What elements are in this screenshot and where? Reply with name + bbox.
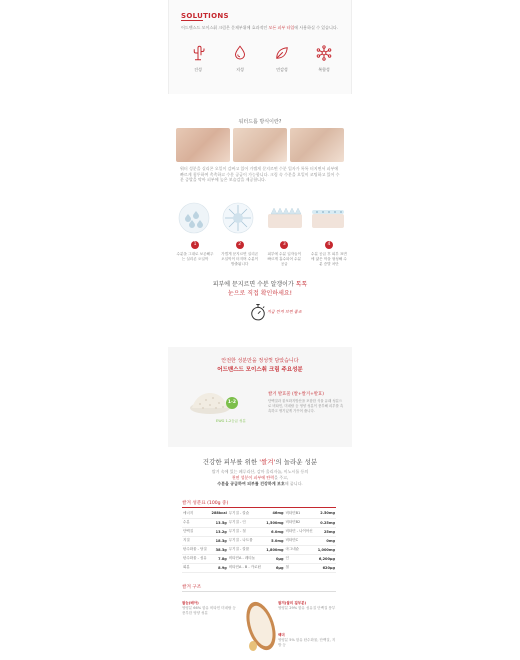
- ingredient-subtitle: 안전한 성분만을 정성껏 담았습니다: [221, 358, 299, 364]
- nutrient-value: 0mg: [316, 536, 337, 545]
- skin-type-dry: [181, 44, 215, 73]
- step-text: 피부에 수분 입자들이 빠르게 흡수되어 수분 공급: [267, 252, 302, 266]
- nutrient-name: 인: [284, 554, 315, 563]
- rice-grain-diagram: [245, 599, 277, 653]
- nutrient-name: 비타민C: [284, 536, 315, 545]
- nutrient-value: 18.3g: [209, 536, 227, 545]
- nutrition-row: [182, 509, 336, 518]
- skin-type-icons: [181, 44, 341, 73]
- nutrition-divider: [182, 507, 336, 508]
- solutions-desc-highlight: 모든 피부 타입: [268, 25, 295, 30]
- skin-type-oily: [223, 44, 257, 73]
- nutrient-name: 무기질 - 칼슘: [228, 509, 264, 518]
- white-rice-head: 백미: [278, 633, 285, 637]
- desc-part: 을 주고,: [274, 475, 289, 480]
- label-germ: [182, 601, 240, 616]
- water-drop-section: [168, 118, 352, 330]
- rice-bran-title: [168, 457, 352, 466]
- nutrient-name: 무기질 - 칼륨: [228, 545, 264, 554]
- rice-bran-description: [182, 469, 338, 487]
- ewg-grade-caption: EWG 1-2등급 성분: [216, 419, 246, 423]
- step-number: 1: [191, 241, 199, 249]
- nutrient-name: 회분: [182, 563, 209, 572]
- nutrient-value: 1,500mg: [264, 518, 284, 527]
- ingredient-description: 단백질과 불포화지방산을 포함한 식물 유래 성분으로 비타민, 미네랄 등 영양 성분이 풍부해 피부를 촉촉하고 생기있게 가꾸어 줍니다.: [268, 399, 344, 413]
- nutrition-table: [182, 509, 336, 573]
- nutrient-name: 비타민B2: [284, 518, 315, 527]
- nutrient-name: 마그네슘: [284, 545, 315, 554]
- nutrient-value: 8.9g: [209, 563, 227, 572]
- bran-head: 쌀겨(쌀의 겉부분): [278, 601, 307, 605]
- nutrient-value: 38.3g: [209, 545, 227, 554]
- solutions-section: [168, 0, 352, 94]
- solutions-desc-part: 에 사용하실 수 있습니다.: [294, 25, 338, 30]
- label-bran: [278, 601, 338, 611]
- nutrient-name: 무기질 - 철: [228, 527, 264, 536]
- nutrient-value: 13.2g: [209, 527, 227, 536]
- nutrient-value: 7.8g: [209, 554, 227, 563]
- nutrient-name: 무기질 - 인: [228, 518, 264, 527]
- title-underline: [181, 20, 203, 21]
- water-drop-title: 워터드롭 방식이란?: [238, 119, 282, 125]
- nutrient-value: 6.0mg: [264, 527, 284, 536]
- nutrient-name: 비타민B1: [284, 509, 315, 518]
- anatomy-title: 쌀겨 구조: [182, 585, 202, 590]
- nutrition-row: [182, 545, 336, 554]
- step-number: 3: [280, 241, 288, 249]
- skin-type-sensitive: [265, 44, 299, 73]
- step-item: [176, 241, 214, 267]
- bran-body: 영양분 29% 함유 섬유질 단백질 풍부: [278, 606, 336, 610]
- skin-photo: [176, 128, 230, 162]
- water-drop-illustration: [174, 200, 346, 236]
- step-number: 4: [325, 241, 333, 249]
- tagline-part: 피부에 문지르면 수분 알갱이가: [212, 281, 296, 288]
- solutions-title: SOLUTIONS: [181, 12, 229, 20]
- nutrient-value: 6,200μg: [316, 554, 337, 563]
- ingredient-section: [168, 347, 352, 660]
- skin-type-combination: [307, 44, 341, 73]
- skin-type-label: 복합성: [318, 67, 330, 72]
- tagline-highlight: 톡톡: [295, 281, 308, 288]
- nutrient-value: 1,000mg: [316, 545, 337, 554]
- title-part: 건강한 피부를 위한: [202, 458, 260, 466]
- ewg-grade-badge: 1-2: [226, 397, 238, 409]
- skin-type-label: 건성: [194, 67, 202, 72]
- nutrient-value: 288kcal: [209, 509, 227, 518]
- drop-icon: [231, 44, 249, 62]
- script-text: 지금 만져 보면 좋죠: [267, 309, 302, 314]
- step-text: 가볍게 문지르면 실리콘 오일막이 터지며 수분이 방출됩니다: [221, 252, 259, 266]
- nutrient-value: 0.25mg: [316, 518, 337, 527]
- step-item: [265, 241, 303, 267]
- solutions-description: [181, 25, 341, 31]
- step-item: [221, 241, 259, 267]
- nutrient-value: 46mg: [264, 509, 284, 518]
- solutions-desc-part: 어드밴스드 모이스춰 크림은 문제부위에 효과적인: [181, 25, 269, 30]
- desc-highlight: 천연 성분이 피부에 탄력: [231, 475, 275, 480]
- nutrient-name: 지질: [182, 536, 209, 545]
- molecule-icon: [315, 44, 333, 62]
- nutrient-value: 5.0mg: [264, 536, 284, 545]
- label-white-rice: [278, 633, 338, 648]
- anatomy-divider: [182, 591, 336, 592]
- nutrition-row: [182, 527, 336, 536]
- water-drop-steps: [176, 241, 348, 267]
- step-text: 수분을 그대로 보존해주는 실리콘 오일막: [176, 252, 214, 261]
- skin-type-label: 지성: [236, 67, 244, 72]
- nutrient-value: 1,800mg: [264, 545, 284, 554]
- nutrient-value: 0μg: [264, 554, 284, 563]
- title-highlight: '쌀겨': [259, 458, 276, 466]
- cactus-icon: [189, 44, 207, 62]
- germ-head: 쌀눈(배아): [182, 601, 199, 605]
- skin-photo: [290, 128, 344, 162]
- nutrient-name: 수분: [182, 518, 209, 527]
- nutrient-value: 25mg: [316, 527, 337, 536]
- nutrient-name: 탄수화물 - 섬유: [182, 554, 209, 563]
- step-number: 2: [236, 241, 244, 249]
- nutrient-value: 2.50mg: [316, 509, 337, 518]
- step-text: 수분 공급 후 피부 표면에 얇은 막을 형성해 수분 증발 차단: [311, 252, 347, 266]
- nutrient-name: 탄수화물 - 당질: [182, 545, 209, 554]
- desc-bold: 수분을 공급하여 피부를 건강하게 보호: [217, 481, 285, 486]
- nutrient-value: 6μg: [264, 563, 284, 572]
- nutrient-value: 13.5g: [209, 518, 227, 527]
- nutrient-name: 철: [284, 563, 315, 572]
- nutrient-name: 에너지: [182, 509, 209, 518]
- nutrient-name: 비타민 - 나이아신: [284, 527, 315, 536]
- germ-body: 영양분 66% 함유 비타민 미네랄 등 풍부한 영양 성분: [182, 606, 236, 615]
- nutrient-name: 비타민A - 레티놀: [228, 554, 264, 563]
- white-rice-body: 영양분 5% 함유 탄수화물, 단백질, 지방 등: [278, 638, 336, 647]
- tagline: [168, 280, 352, 298]
- water-drop-description: 워터 성분을 실리콘 오일이 감싸고 있어 가볍게 문지르면 수분 입자가 톡톡 터지면서 피부에 빠르게 침투하여 촉촉하고 수분 공급이 가능합니다. 크림 속 수분을 오일이 코팅하고 있어 수분 증발을 막아 피부에 높은 보습감을 제공합니다.: [180, 166, 340, 183]
- skin-photo: [233, 128, 287, 162]
- nutrition-row: [182, 536, 336, 545]
- desc-part: 해 줍니다.: [284, 481, 303, 486]
- ingredient-name: 쌀겨 발효물 (쌀+쌀겨+발효): [268, 392, 324, 397]
- ingredient-title: 어드밴스드 모이스춰 크림 주요성분: [217, 367, 303, 373]
- nutrient-name: 비타민A - B - 카로틴: [228, 563, 264, 572]
- nutrition-row: [182, 518, 336, 527]
- desc-part: 쌀겨 속에 있는 페루리산, 감마 올리자놀, 이노시톨 등의: [211, 469, 309, 474]
- nutrient-value: 620μg: [316, 563, 337, 572]
- nutrition-row: [182, 563, 336, 572]
- nutrition-title: 쌀겨 성분표 (100g 중): [182, 501, 229, 506]
- nutrition-row: [182, 554, 336, 563]
- nutrient-name: 단백질: [182, 527, 209, 536]
- tagline-cta: 눈으로 직접 확인하세요!: [227, 290, 293, 297]
- skin-type-label: 민감성: [276, 67, 288, 72]
- leaf-icon: [273, 44, 291, 62]
- title-part: 의 놀라운 성분: [275, 458, 318, 466]
- step-item: [310, 241, 348, 267]
- nutrient-name: 무기질 - 나트륨: [228, 536, 264, 545]
- stopwatch-icon: [248, 302, 268, 322]
